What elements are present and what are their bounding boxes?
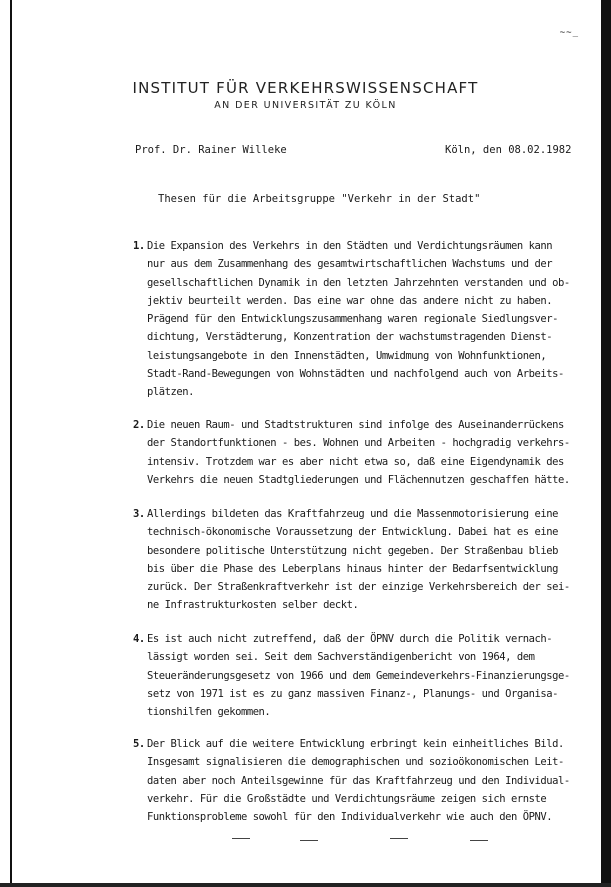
thesis-text: Die Expansion des Verkehrs in den Städten und Verdichtungsräumen kann nur aus dem Zusammenhang des gesamtwirtschaftlichen Wachstums und der gesellschaftlichen Dynamik in den letzten Jahrzehnten verstanden und ob- jektiv beurteilt werden. Das eine war ohne das andere nicht zu haben. Prägend für den Entwicklungszusammenhang waren regionale Siedlungsver- dichtung, Verstädterung, Konzentration der wachstumstragenden Dienst- leistungsangebote in den Innenstädten, Umwidmung von Wohnfunktionen, Stadt-Rand-Bewegungen von Wohnstädten und nachfolgend auch von Arbeits- plätzen.	[147, 240, 570, 399]
thesis-number: 1.	[133, 240, 145, 252]
thesis-text: Die neuen Raum- und Stadtstrukturen sind infolge des Auseinanderrückens der Standortfunktionen - bes. Wohnen und Arbeiten - hochgradig verkehrs- intensiv. Trotzdem war es aber nicht etwa so, daß eine Eigendynamik des Verkehrs die neuen Stadtgliederungen und Flächennutzen geschaffen hätte.	[147, 419, 570, 486]
scan-border-left	[10, 0, 12, 887]
scan-artifact-dash	[232, 838, 250, 839]
thesis-text: Es ist auch nicht zutreffend, daß der ÖPNV durch die Politik vernach- lässigt worden sei. Seit dem Sachverständigenbericht von 1964, dem Steueränderungsgesetz von 1966 und dem Gemeindeverkehrs-Finanzierungsge- setz von 1971 ist es zu ganz massiven Finanz-, Planungs- und Organisa- tionshilfen gekommen.	[147, 633, 570, 719]
scan-border-right	[601, 0, 611, 887]
thesis-3	[133, 505, 573, 615]
thesis-number: 3.	[133, 508, 145, 520]
scan-artifact-dash	[470, 840, 488, 841]
thesis-5	[133, 735, 573, 826]
thesis-2	[133, 416, 573, 489]
author-line: Prof. Dr. Rainer Willeke	[135, 144, 287, 156]
thesis-text: Allerdings bildeten das Kraftfahrzeug und die Massenmotorisierung eine technisch-ökonomische Voraussetzung der Entwicklung. Dabei hat es eine besondere politische Unterstützung nicht gegeben. Der Straßenbau blieb bis über die Phase des Leberplans hinaus hinter der Bedarfsentwicklung zurück. Der Straßenkraftverkehr ist der einzige Verkehrsbereich der sei- ne Infrastrukturkosten selber deckt.	[147, 508, 570, 612]
place-date: Köln, den 08.02.1982	[445, 144, 572, 156]
thesis-number: 2.	[133, 419, 145, 431]
institute-title: INSTITUT FÜR VERKEHRSWISSENSCHAFT	[132, 79, 479, 97]
thesis-4	[133, 630, 573, 721]
thesis-1	[133, 237, 573, 402]
scan-artifact-dash	[390, 838, 408, 839]
thesis-text: Der Blick auf die weitere Entwicklung erbringt kein einheitliches Bild. Insgesamt signalisieren die demographischen und sozioökonomischen Leit- daten aber noch Anteilsgewinne für das Kraftfahrzeug und den Individual- verkehr. Für die Großstädte und Verdichtungsräume zeigen sich ernste Funktionsprobleme sowohl für den Individualverkehr wie auch den ÖPNV.	[147, 738, 570, 824]
thesis-number: 4.	[133, 633, 145, 645]
corner-scan-mark: ~~_	[559, 28, 579, 38]
university-subtitle: AN DER UNIVERSITÄT ZU KÖLN	[214, 100, 397, 111]
scan-border-bottom	[0, 883, 611, 887]
thesis-number: 5.	[133, 738, 145, 750]
document-heading: Thesen für die Arbeitsgruppe "Verkehr in der Stadt"	[158, 193, 481, 205]
scan-artifact-dash	[300, 840, 318, 841]
